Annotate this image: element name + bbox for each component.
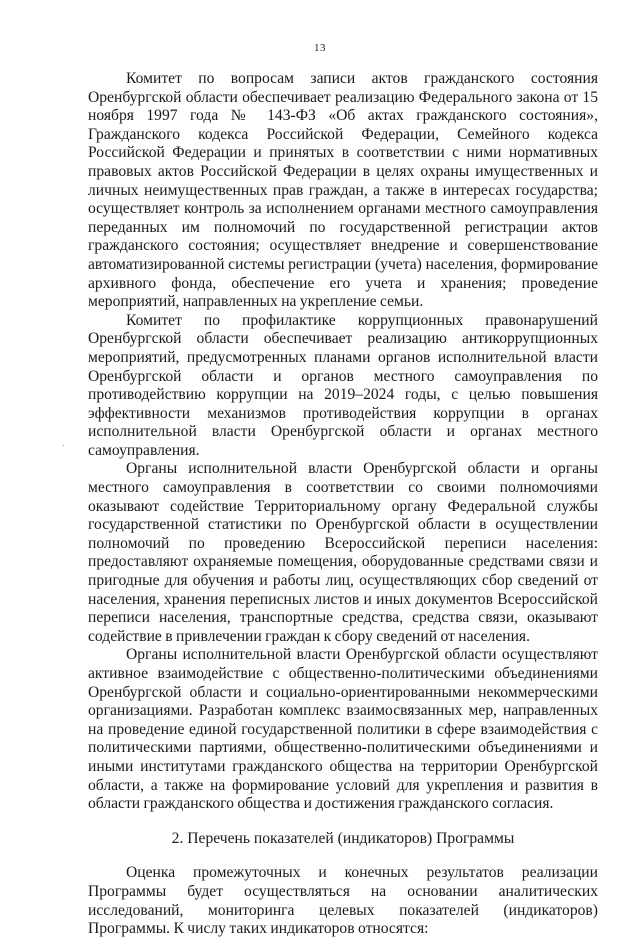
paragraph-indicators-intro: Оценка промежуточных и конечных результатов реализации Программы будет осуществляться на основании аналитических исследований, мониторинга целевых показателей (индикаторов) Программы. К числу таких индикаторов относятся:	[88, 864, 598, 938]
paragraph-census-support: Органы исполнительной власти Оренбургской области и органы местного самоуправления в соответствии со своими полномочиями оказывают содействие Территориальному органу Федеральной службы государственной статистики по Оренбургской области в осуществлении полномочий по проведению Всероссийской переписи населения: предоставляют охраняемые помещения, оборудованные средствами связи и пригодные для обучения и работы лиц, осуществляющих сбор сведений от населения, хранения переписных листов и иных документов Всероссийской переписи населения, транспортные средства, средства связи, оказывают содействие в привлечении граждан к сбору сведений от населения.	[88, 460, 598, 645]
page-number: 13	[314, 42, 326, 54]
paragraph-anticorruption-committee: Комитет по профилактике коррупционных правонарушений Оренбургской области обеспечивает реализацию антикоррупционных мероприятий, предусмотренных планами органов исполнительной власти Оренбургской области и органов местного самоуправления по противодействию коррупции на 2019–2024 годы, с целью повышения эффективности механизмов противодействия коррупции в органах исполнительной власти Оренбургской области и органах местного самоуправления.	[88, 311, 598, 459]
paragraph-zags-committee: Комитет по вопросам записи актов гражданского состояния Оренбургской области обеспечивает реализацию Федерального закона от 15 ноября 1997 года № 143-ФЗ «Об актах гражданского состояния», Гражданского кодекса Российской Федерации, Семейного кодекса Российской Федерации и принятых в соответствии с ними нормативных правовых актов Российской Федерации в целях охраны имущественных и личных неимущественных прав граждан, а также в интересах государства; осуществляет контроль за исполнением органами местного самоуправления переданных им полномочий по государственной регистрации актов гражданского состояния; осуществляет внедрение и совершенствование автоматизированной системы регистрации (учета) населения, формирование архивного фонда, обеспечение его учета и хранения; проведение мероприятий, направленных на укрепление семьи.	[88, 70, 598, 311]
paragraph-civil-society: Органы исполнительной власти Оренбургской области осуществляют активное взаимодействие с общественно-политическими объединениями Оренбургской области и социально-ориентированными некоммерческими организациями. Разработан комплекс взаимосвязанных мер, направленных на проведение единой государственной политики в сфере взаимодействия с политическими партиями, общественно-политическими объединениями и иными институтами гражданского общества на территории Оренбургской области, а также на формирование условий для укрепления и развития в области гражданского общества и достижения гражданского согласия.	[88, 646, 598, 813]
margin-mark: .	[62, 438, 65, 449]
document-body	[88, 70, 598, 939]
section-heading: 2. Перечень показателей (индикаторов) Программы	[171, 829, 515, 847]
